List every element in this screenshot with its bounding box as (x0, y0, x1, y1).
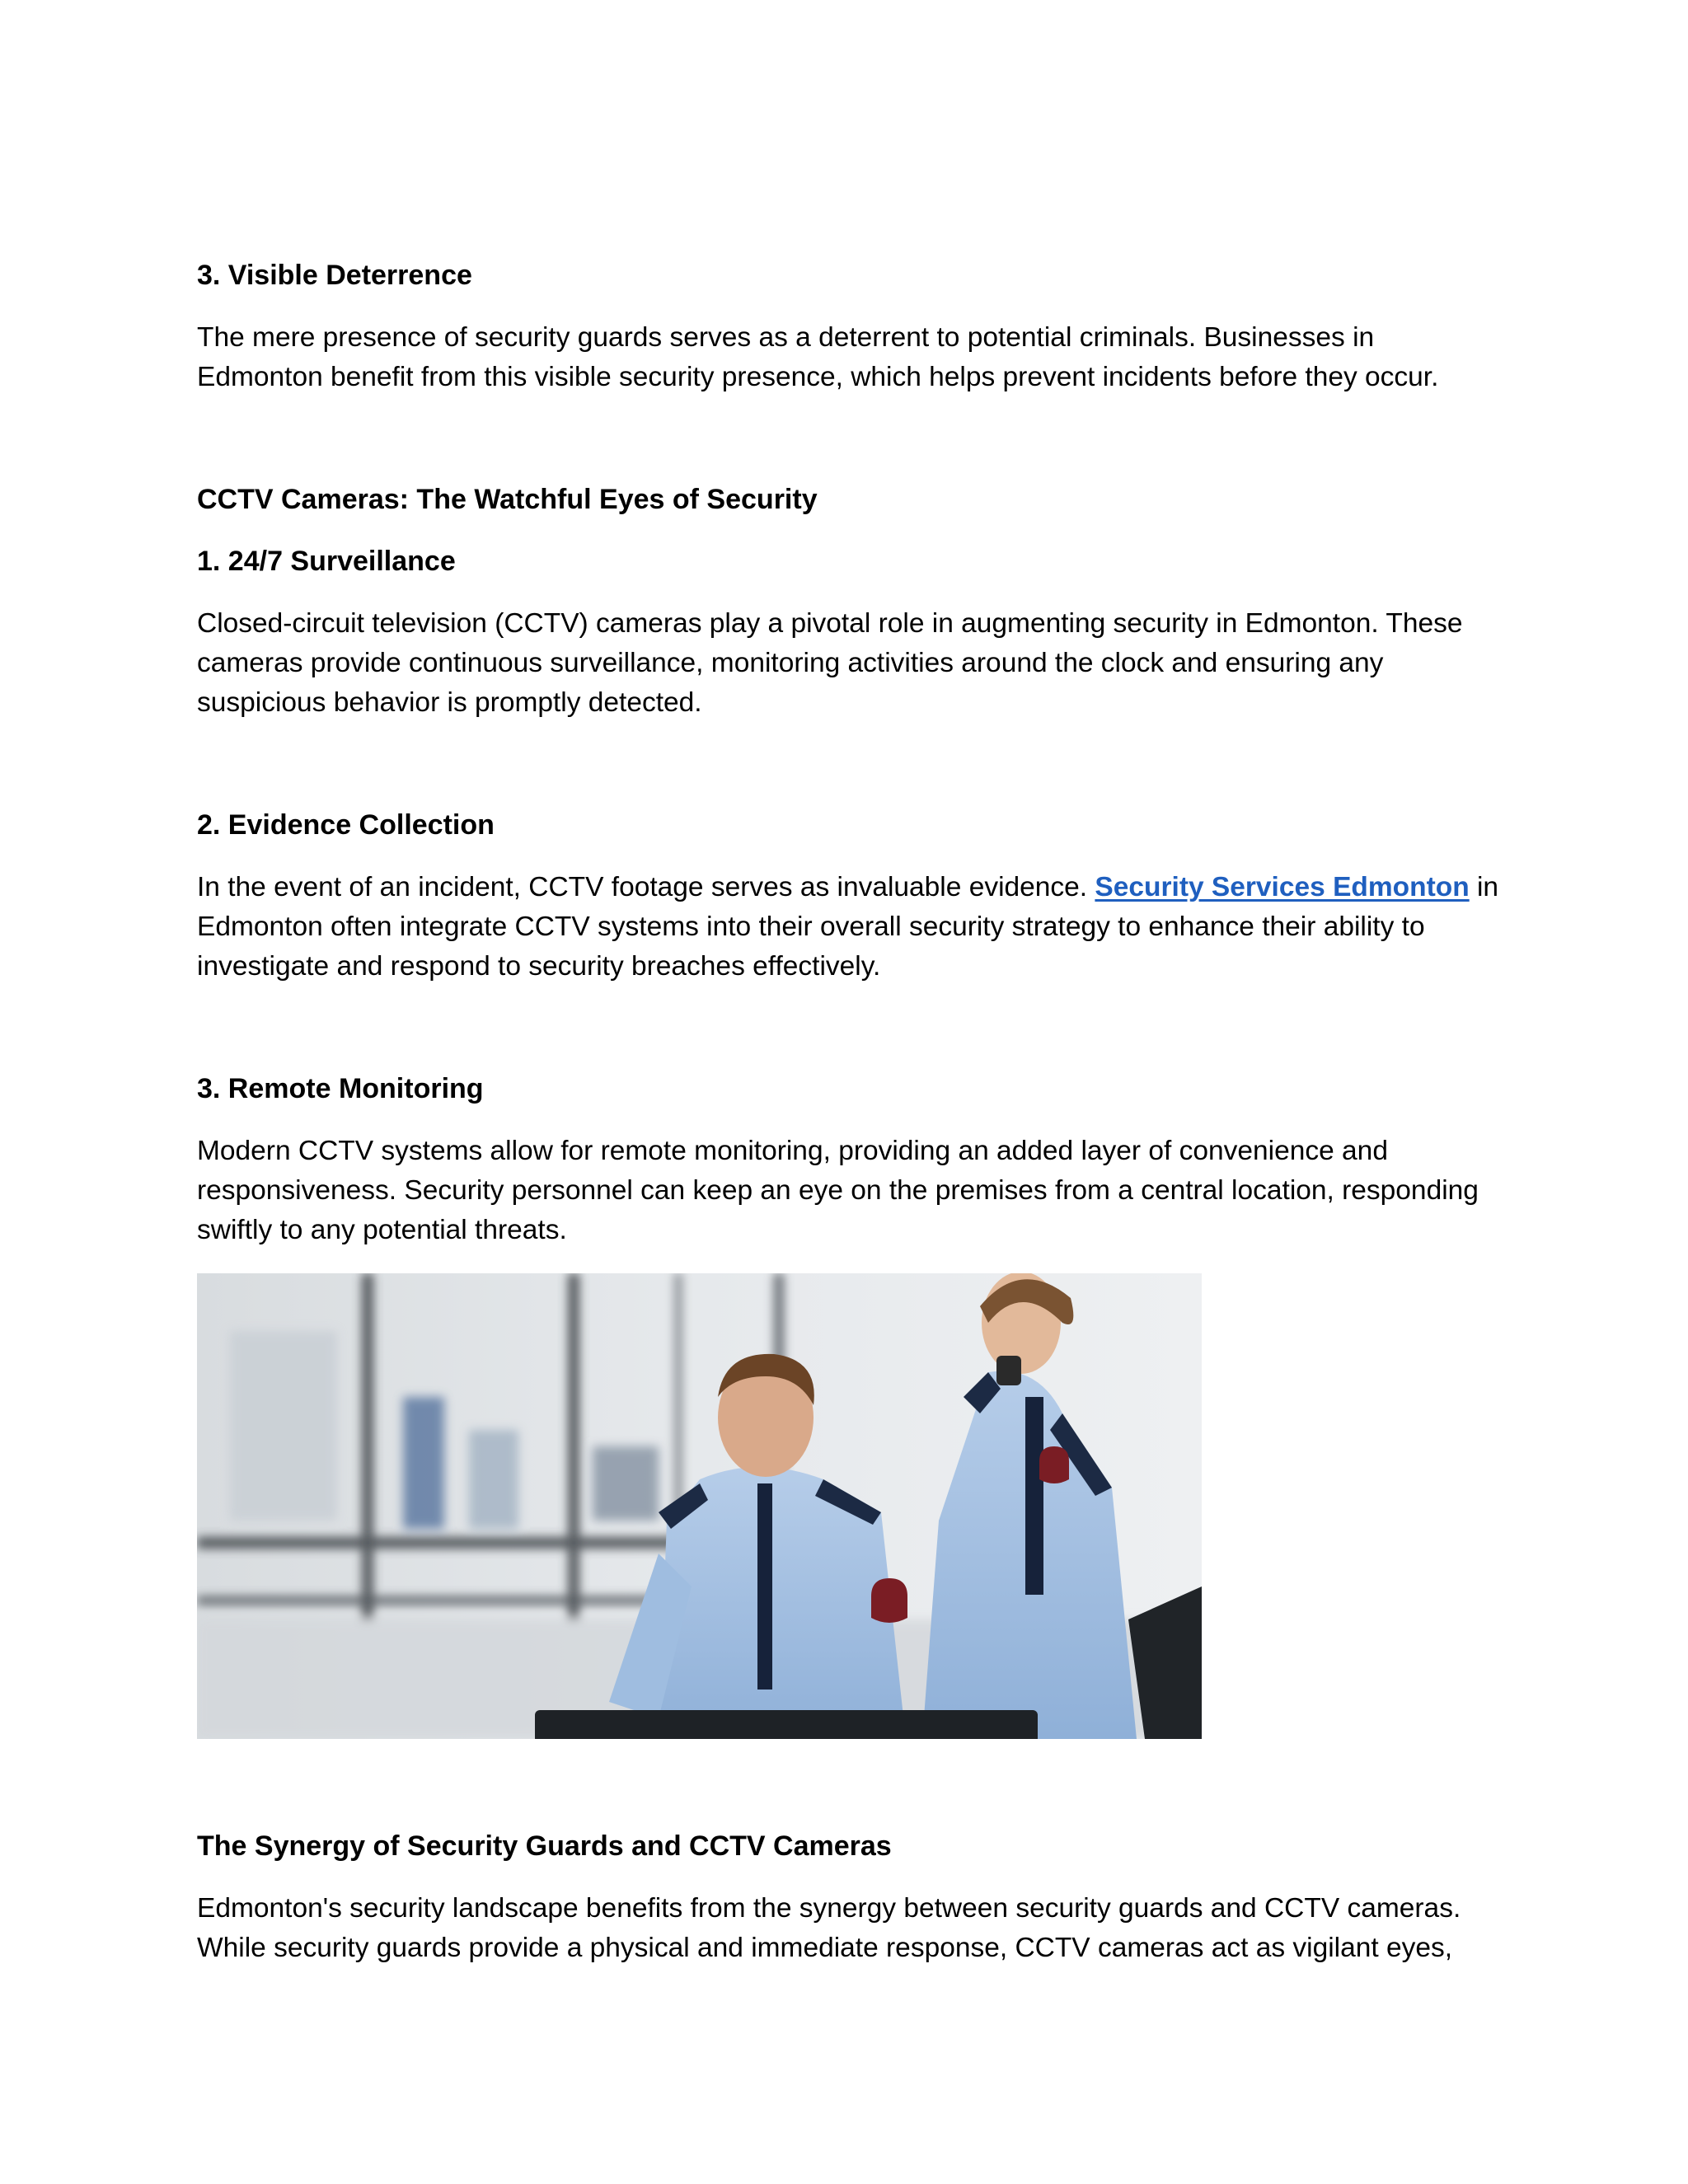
text-line: cameras provide continuous surveillance, monitoring activities around the clock and ensuring any (197, 648, 1384, 678)
text-line: responsiveness. Security personnel can keep an eye on the premises from a central location, responding (197, 1175, 1479, 1206)
paragraph-visible-deterrence (197, 318, 1516, 397)
text-line: Closed-circuit television (CCTV) cameras play a pivotal role in augmenting security in Edmonton. These (197, 608, 1463, 639)
text-line: While security guards provide a physical and immediate response, CCTV cameras act as vigilant eyes, (197, 1933, 1453, 1963)
paragraph-remote-monitoring (197, 1132, 1516, 1250)
heading-cctv-cameras: CCTV Cameras: The Watchful Eyes of Security (197, 484, 818, 515)
text-segment: In the event of an incident, CCTV footage serves as invaluable evidence. (197, 872, 1095, 902)
text-line: Modern CCTV systems allow for remote monitoring, providing an added layer of convenience and (197, 1136, 1388, 1166)
text-line: Edmonton's security landscape benefits from the synergy between security guards and CCTV cameras. (197, 1893, 1461, 1924)
text-line: Edmonton benefit from this visible security presence, which helps prevent incidents before they occur. (197, 362, 1439, 392)
heading-surveillance: 1. 24/7 Surveillance (197, 546, 456, 577)
paragraph-evidence-collection (197, 868, 1516, 987)
paragraph-synergy (197, 1889, 1516, 1968)
text-segment: in (1469, 872, 1499, 902)
text-line: The mere presence of security guards serves as a deterrent to potential criminals. Businesses in (197, 322, 1375, 353)
text-line: Edmonton often integrate CCTV systems into their overall security strategy to enhance their ability to (197, 912, 1425, 942)
paragraph-surveillance (197, 604, 1516, 723)
text-line: investigate and respond to security breaches effectively. (197, 951, 881, 982)
heading-synergy: The Synergy of Security Guards and CCTV Cameras (197, 1830, 892, 1862)
heading-evidence-collection: 2. Evidence Collection (197, 809, 495, 841)
text-line (197, 868, 1516, 907)
monitor-bottom (535, 1710, 1038, 1739)
text-line: swiftly to any potential threats. (197, 1215, 567, 1245)
text-line: suspicious behavior is promptly detected. (197, 687, 702, 718)
heading-remote-monitoring: 3. Remote Monitoring (197, 1073, 484, 1104)
security-services-edmonton-link[interactable]: Security Services Edmonton (1095, 872, 1470, 902)
heading-visible-deterrence: 3. Visible Deterrence (197, 260, 472, 291)
security-guards-photo (197, 1273, 1202, 1739)
